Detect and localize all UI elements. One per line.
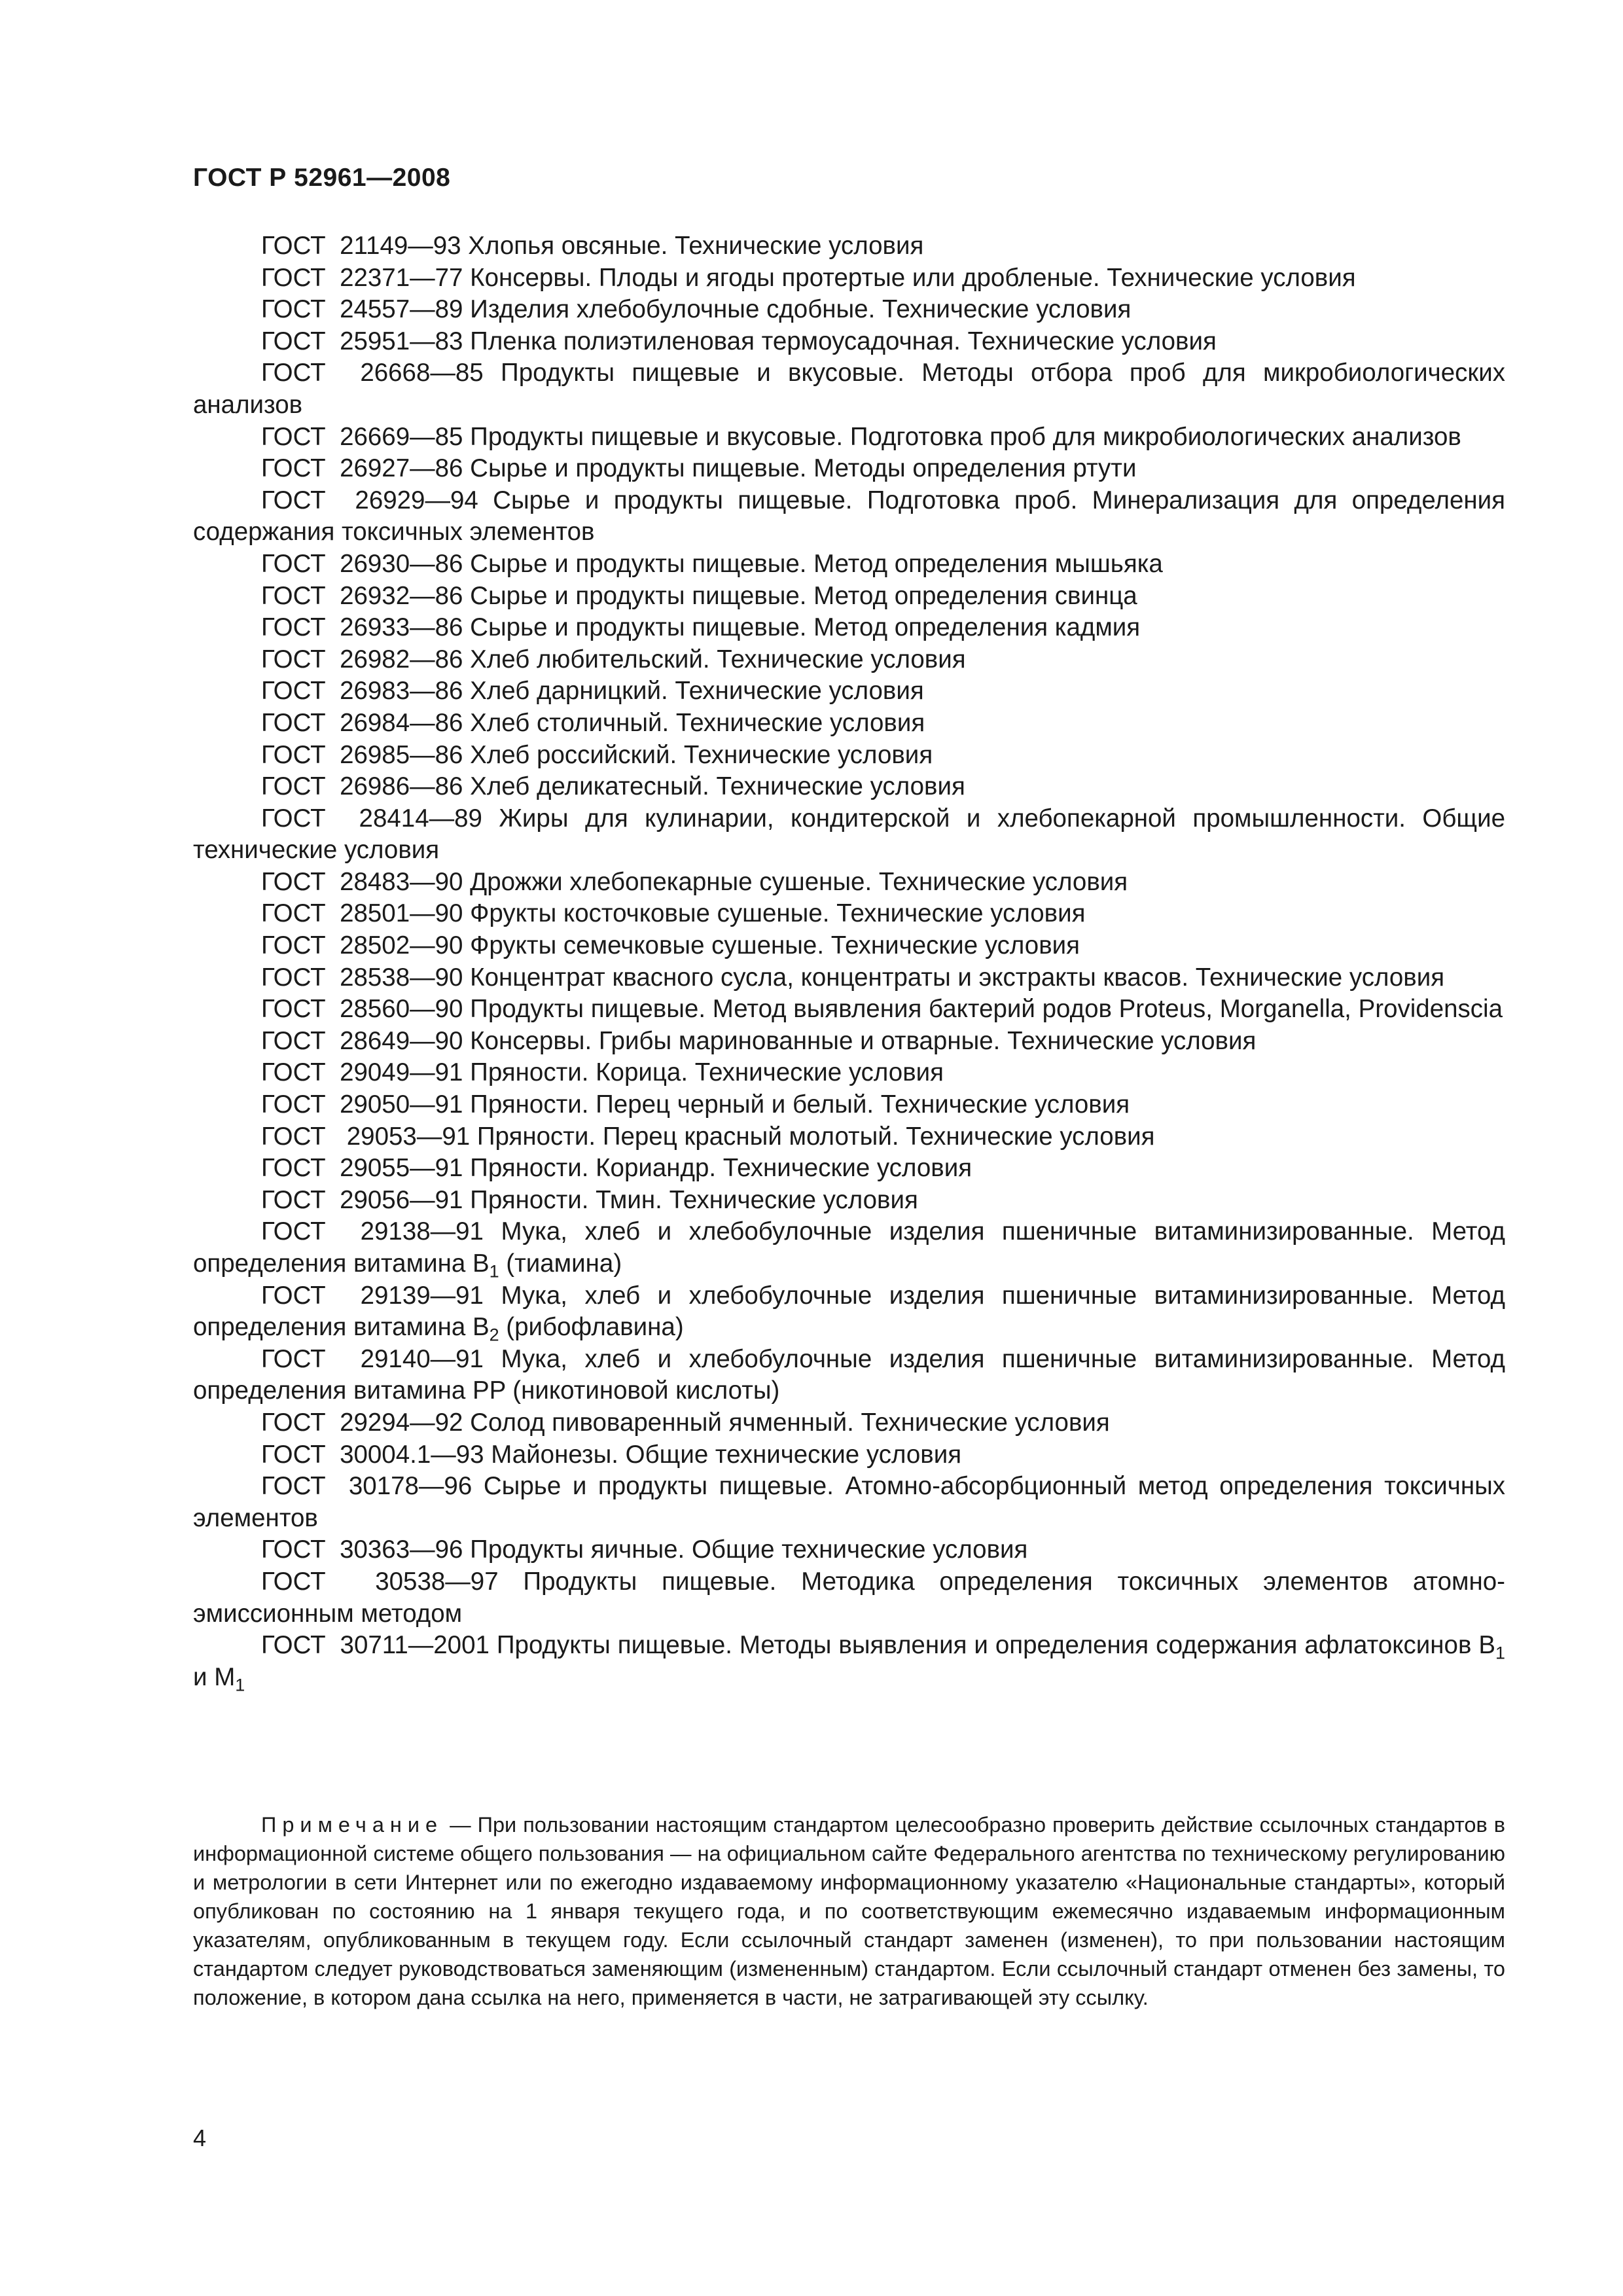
- reference-code: ГОСТ 29294—92: [261, 1408, 463, 1437]
- reference-item: [193, 1089, 1505, 1121]
- reference-title: Мука, хлеб и хлебобулочные изделия пшеничные витаминизированные. Метод определения витамина B: [193, 1217, 1505, 1278]
- reference-item: [193, 230, 1505, 262]
- reference-title: Мука, хлеб и хлебобулочные изделия пшеничные витаминизированные. Метод определения витамина B: [193, 1281, 1505, 1342]
- reference-title-tail: (рибофлавина): [499, 1313, 684, 1342]
- reference-title: Продукты пищевые. Метод выявления бактерий родов Proteus, Morganella, Providenscia: [470, 995, 1503, 1024]
- reference-item: [193, 1153, 1505, 1185]
- reference-code: ГОСТ 29049—91: [261, 1058, 463, 1087]
- reference-item: [193, 453, 1505, 485]
- reference-code: ГОСТ 29140—91: [261, 1344, 484, 1373]
- reference-title: Хлопья овсяные. Технические условия: [468, 232, 924, 260]
- reference-item: [193, 962, 1505, 994]
- reference-title: Пряности. Кориандр. Технические условия: [470, 1154, 972, 1183]
- reference-item: [193, 548, 1505, 581]
- reference-code: ГОСТ 26932—86: [261, 581, 463, 610]
- reference-code: ГОСТ 28560—90: [261, 995, 463, 1024]
- reference-item: [193, 740, 1505, 772]
- reference-title: Сырье и продукты пищевые. Метод определения свинца: [470, 581, 1137, 610]
- reference-item: [193, 1026, 1505, 1058]
- reference-code: ГОСТ 26927—86: [261, 454, 463, 483]
- reference-item: [193, 262, 1505, 295]
- reference-code: ГОСТ 28649—90: [261, 1026, 463, 1055]
- subscript: 1: [489, 1261, 499, 1282]
- reference-code: ГОСТ 26985—86: [261, 740, 463, 769]
- reference-code: ГОСТ 29050—91: [261, 1090, 463, 1119]
- reference-title: Фрукты косточковые сушеные. Технические условия: [470, 899, 1086, 928]
- reference-item: [193, 1407, 1505, 1439]
- reference-code: ГОСТ 26986—86: [261, 772, 463, 801]
- reference-item: [193, 930, 1505, 962]
- reference-item: [193, 898, 1505, 930]
- reference-item: [193, 644, 1505, 676]
- reference-item: [193, 1185, 1505, 1217]
- subscript: 2: [489, 1325, 499, 1345]
- reference-title: Изделия хлебобулочные сдобные. Технические условия: [470, 295, 1132, 324]
- reference-item: [193, 1566, 1505, 1630]
- reference-item: [193, 1216, 1505, 1280]
- reference-title: Хлеб деликатесный. Технические условия: [470, 772, 965, 801]
- reference-title: Мука, хлеб и хлебобулочные изделия пшеничные витаминизированные. Метод определения витамина PP (никотиновой кислоты): [193, 1344, 1505, 1405]
- reference-code: ГОСТ 26984—86: [261, 708, 463, 737]
- reference-title: Пряности. Перец черный и белый. Технические условия: [470, 1090, 1130, 1119]
- reference-title: Пряности. Перец красный молотый. Технические условия: [476, 1122, 1155, 1151]
- reference-title: Хлеб российский. Технические условия: [470, 740, 933, 769]
- reference-code: ГОСТ 28414—89: [261, 804, 482, 833]
- reference-code: ГОСТ 28538—90: [261, 963, 463, 992]
- reference-item: [193, 675, 1505, 708]
- reference-title: Консервы. Плоды и ягоды протертые или дробленые. Технические условия: [470, 263, 1356, 292]
- reference-title: Хлеб дарницкий. Технические условия: [470, 677, 924, 706]
- reference-code: ГОСТ 29053—91: [261, 1122, 471, 1151]
- reference-title: Сырье и продукты пищевые. Подготовка проб. Минерализация для определения содержания токсичных элементов: [193, 486, 1505, 547]
- reference-title: Дрожжи хлебопекарные сушеные. Технические условия: [470, 867, 1128, 896]
- reference-title: Продукты яичные. Общие технические условия: [470, 1535, 1028, 1564]
- subscript: 1: [235, 1675, 245, 1695]
- reference-code: ГОСТ 24557—89: [261, 295, 463, 324]
- reference-item: [193, 1280, 1505, 1344]
- reference-title-tail: и M: [193, 1662, 236, 1691]
- reference-item: [193, 1630, 1505, 1693]
- reference-code: ГОСТ 30178—96: [261, 1472, 473, 1501]
- reference-title: Хлеб любительский. Технические условия: [470, 645, 966, 673]
- reference-title: Концентрат квасного сусла, концентраты и экстракты квасов. Технические условия: [470, 963, 1445, 992]
- reference-code: ГОСТ 30363—96: [261, 1535, 463, 1564]
- reference-code: ГОСТ 29055—91: [261, 1154, 463, 1183]
- reference-code: ГОСТ 29056—91: [261, 1185, 463, 1214]
- reference-item: [193, 612, 1505, 644]
- reference-title: Продукты пищевые и вкусовые. Методы отбора проб для микробиологических анализов: [193, 359, 1505, 419]
- reference-code: ГОСТ 26929—94: [261, 486, 478, 514]
- normative-references-list: [193, 230, 1505, 1693]
- reference-item: [193, 485, 1505, 548]
- reference-title: Фрукты семечковые сушеные. Технические условия: [470, 931, 1080, 960]
- reference-code: ГОСТ 26933—86: [261, 613, 463, 642]
- reference-item: [193, 1344, 1505, 1407]
- note-paragraph: [193, 1810, 1505, 2012]
- reference-item: [193, 708, 1505, 740]
- page-number: 4: [193, 2125, 207, 2151]
- reference-item: [193, 1471, 1505, 1534]
- reference-code: ГОСТ 28501—90: [261, 899, 463, 928]
- reference-code: ГОСТ 25951—83: [261, 327, 463, 355]
- reference-item: [193, 803, 1505, 867]
- reference-code: ГОСТ 26669—85: [261, 422, 463, 451]
- reference-item: [193, 326, 1505, 358]
- reference-code: ГОСТ 28483—90: [261, 867, 463, 896]
- reference-title: Сырье и продукты пищевые. Метод определения мышьяка: [470, 549, 1163, 578]
- reference-item: [193, 867, 1505, 899]
- reference-item: [193, 1121, 1505, 1153]
- reference-title: Сырье и продукты пищевые. Метод определения кадмия: [470, 613, 1141, 642]
- reference-title-tail: (тиамина): [499, 1249, 622, 1278]
- reference-item: [193, 1439, 1505, 1471]
- reference-item: [193, 994, 1505, 1026]
- reference-code: ГОСТ 26983—86: [261, 677, 463, 706]
- reference-item: [193, 581, 1505, 613]
- note-label: Примечание: [261, 1813, 444, 1837]
- reference-item: [193, 422, 1505, 454]
- note-text: — При пользовании настоящим стандартом целесообразно проверить действие ссылочных стандартов в информационной системе общего пользования — на официальном сайте Федерального агентства по техническому регулированию и метрологии в сети Интернет или по ежегодно издаваемому информационному указателю «Национальные стандарты», который опубликован по состоянию на 1 января текущего года, и по соответствующим ежемесячно издаваемым информационным указателям, опубликованным в текущем году. Если ссылочный стандарт заменен (изменен), то при пользовании настоящим стандартом следует руководствоваться заменяющим (измененным) стандартом. Если ссылочный стандарт отменен без замены, то положение, в котором дана ссылка на него, применяется в части, не затрагивающей эту ссылку.: [193, 1813, 1505, 2009]
- reference-item: [193, 1534, 1505, 1566]
- reference-title: Консервы. Грибы маринованные и отварные. Технические условия: [470, 1026, 1257, 1055]
- reference-title: Продукты пищевые и вкусовые. Подготовка проб для микробиологических анализов: [470, 422, 1461, 451]
- reference-code: ГОСТ 26982—86: [261, 645, 463, 673]
- reference-code: ГОСТ 21149—93: [261, 232, 461, 260]
- reference-title: Хлеб столичный. Технические условия: [470, 708, 925, 737]
- reference-item: [193, 1057, 1505, 1089]
- reference-code: ГОСТ 30538—97: [261, 1567, 499, 1596]
- reference-title: Продукты пищевые. Методика определения токсичных элементов атомно-эмиссионным методом: [193, 1567, 1505, 1628]
- reference-item: [193, 771, 1505, 803]
- reference-item: [193, 294, 1505, 326]
- reference-title: Сырье и продукты пищевые. Методы определения ртути: [470, 454, 1137, 483]
- subscript: 1: [1495, 1643, 1505, 1663]
- reference-title: Майонезы. Общие технические условия: [491, 1440, 962, 1469]
- reference-code: ГОСТ 30711—2001: [261, 1631, 490, 1660]
- reference-title: Сырье и продукты пищевые. Атомно-абсорбционный метод определения токсичных элементов: [193, 1472, 1506, 1532]
- reference-item: [193, 357, 1505, 421]
- reference-title: Пленка полиэтиленовая термоусадочная. Технические условия: [470, 327, 1217, 355]
- reference-code: ГОСТ 26930—86: [261, 549, 463, 578]
- reference-title: Солод пивоваренный ячменный. Технические условия: [470, 1408, 1110, 1437]
- reference-code: ГОСТ 29139—91: [261, 1281, 484, 1310]
- reference-code: ГОСТ 30004.1—93: [261, 1440, 484, 1469]
- reference-code: ГОСТ 22371—77: [261, 263, 463, 292]
- reference-title: Пряности. Корица. Технические условия: [470, 1058, 944, 1087]
- reference-title: Жиры для кулинарии, кондитерской и хлебопекарной промышленности. Общие технические условия: [193, 804, 1505, 865]
- reference-title: Пряности. Тмин. Технические условия: [470, 1185, 918, 1214]
- reference-code: ГОСТ 28502—90: [261, 931, 463, 960]
- reference-code: ГОСТ 26668—85: [261, 359, 484, 387]
- page-header: ГОСТ Р 52961—2008: [193, 164, 451, 192]
- reference-title: Продукты пищевые. Методы выявления и определения содержания афлатоксинов B: [496, 1631, 1496, 1660]
- reference-code: ГОСТ 29138—91: [261, 1217, 484, 1246]
